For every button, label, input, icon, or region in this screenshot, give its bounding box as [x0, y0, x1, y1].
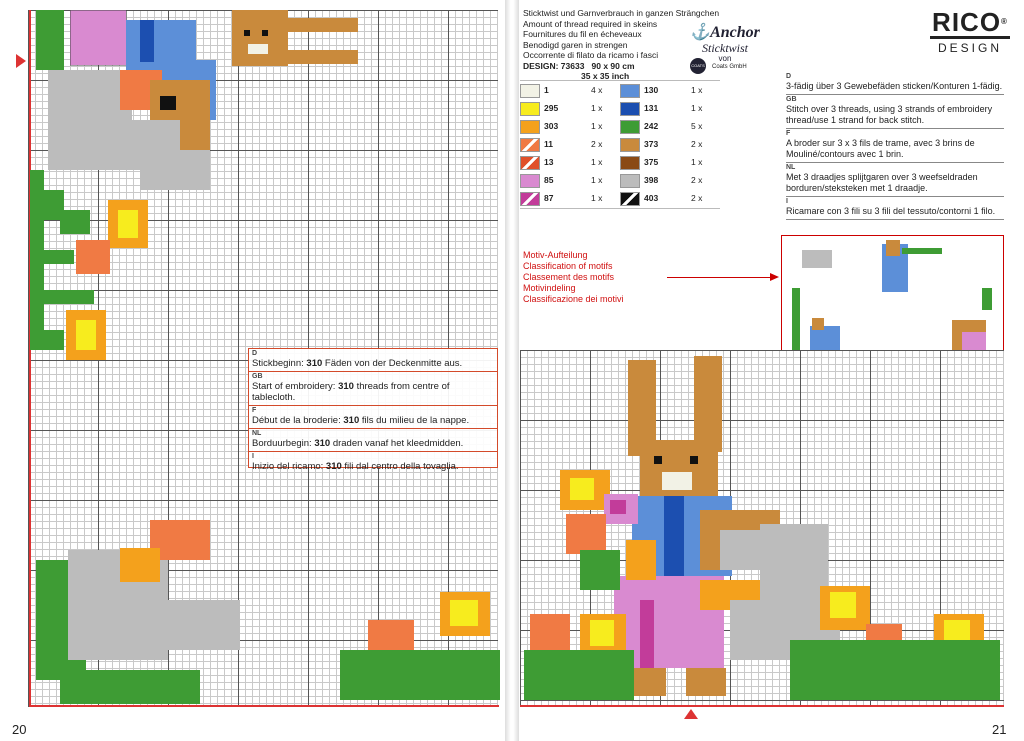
note-label: Borduurbegin:: [252, 438, 312, 449]
skein-count: 1 x: [591, 175, 603, 185]
lang-code: I: [252, 453, 254, 460]
skein-count: 2 x: [691, 175, 703, 185]
color-number: 242: [644, 121, 659, 131]
anchor-von: von: [718, 54, 732, 63]
instruction-text: A broder sur 3 x 3 fils de trame, avec 3 brins de Mouliné/contours avec 1 brin.: [786, 138, 975, 159]
skein-count: 1 x: [591, 121, 603, 131]
instruction-text: Stitch over 3 threads, using 3 strands of embroidery thread/use 1 strand for back stitch.: [786, 104, 993, 125]
color-number: 87: [544, 193, 554, 203]
skein-count: 4 x: [591, 85, 603, 95]
color-number: 13: [544, 157, 554, 167]
info-line: Amount of thread required in skeins: [523, 18, 658, 29]
skein-count: 5 x: [691, 121, 703, 131]
skein-count: 2 x: [591, 139, 603, 149]
skein-count: 1 x: [591, 103, 603, 113]
color-number: 373: [644, 139, 659, 149]
note-text: fils du milieu de la nappe.: [361, 415, 470, 426]
lang-code: F: [786, 130, 791, 137]
instruction-text: Ricamare con 3 fili su 3 fili del tessuto/contorni 1 filo.: [786, 206, 996, 216]
lang-code: GB: [786, 96, 797, 103]
size-cm: 90 x 90 cm: [591, 60, 635, 71]
motif-label-line: Classification of motifs: [523, 261, 613, 271]
note-value: 310: [338, 381, 354, 392]
note-label: Start of embroidery:: [252, 381, 336, 392]
note-text: fili dal centro della tovaglia.: [344, 461, 459, 472]
note-label: Début de la broderie:: [252, 415, 341, 426]
lang-code: D: [252, 350, 258, 357]
info-line: Fournitures du fil en écheveaux: [523, 29, 642, 39]
rico-line2: DESIGN: [937, 41, 1002, 55]
color-number: 375: [644, 157, 659, 167]
rico-line1: RICO: [932, 7, 1002, 37]
left-page-number: 20: [12, 722, 27, 737]
color-number: 398: [644, 175, 659, 185]
coats-logo-icon: COATS: [690, 58, 706, 74]
color-number: 295: [544, 103, 559, 113]
color-number: 303: [544, 121, 559, 131]
lang-code: I: [786, 198, 788, 205]
motif-label-line: Classificazione dei motivi: [523, 294, 624, 304]
instruction-text: Met 3 draadjes splijtgaren over 3 weefseldraden borduren/steksteken met 1 draadje.: [786, 172, 978, 193]
note-value: 310: [314, 438, 331, 449]
skein-count: 1 x: [691, 103, 703, 113]
info-line: Benodigd garen in strengen: [523, 39, 628, 50]
note-label: Stickbeginn:: [252, 358, 304, 369]
note-value: 310: [343, 415, 360, 426]
note-text: Fäden von der Deckenmitte aus.: [324, 358, 463, 369]
lang-code: NL: [252, 430, 262, 437]
size-inch: 35 x 35 inch: [581, 71, 630, 81]
info-line: Sticktwist und Garnverbrauch in ganzen Strängchen: [523, 8, 720, 18]
note-text: threads from centre of tablecloth.: [252, 381, 450, 403]
color-number: 131: [644, 103, 659, 113]
instruction-text: 3-fädig über 3 Gewebefäden sticken/Konturen 1-fädig.: [786, 81, 1003, 91]
rico-reg: ®: [1001, 17, 1008, 26]
skein-count: 1 x: [591, 193, 603, 203]
right-page-number: 21: [992, 722, 1007, 737]
skein-count: 1 x: [591, 157, 603, 167]
lang-code: F: [252, 407, 257, 414]
motif-label-line: Motivindeling: [523, 283, 576, 293]
color-number: 11: [544, 139, 553, 149]
note-value: 310: [325, 461, 342, 472]
skein-count: 2 x: [691, 193, 703, 203]
anchor-icon: ⚓: [690, 24, 711, 41]
note-label: Inizio del ricamo:: [252, 461, 324, 472]
color-number: 85: [544, 175, 554, 185]
anchor-brand: Anchor: [710, 24, 760, 41]
note-text: draden vanaf het kleedmidden.: [332, 438, 464, 449]
coats-gmbh: Coats GmbH: [712, 64, 747, 70]
anchor-sub: Sticktwist: [702, 41, 748, 55]
skein-count: 1 x: [691, 157, 703, 167]
lang-code: NL: [786, 164, 796, 171]
info-line: Occorrente di filato da ricamo i fasci: [523, 50, 659, 60]
motif-label-line: Classement des motifs: [523, 272, 615, 282]
motif-label-line: Motiv-Aufteilung: [523, 250, 588, 260]
color-number: 130: [644, 85, 659, 95]
color-number: 1: [544, 85, 549, 95]
lang-code: D: [786, 73, 792, 80]
lang-code: GB: [252, 373, 263, 380]
skein-count: 2 x: [691, 139, 703, 149]
note-value: 310: [306, 358, 323, 369]
color-number: 403: [644, 193, 659, 203]
skein-count: 1 x: [691, 85, 703, 95]
design-number: DESIGN: 73633: [523, 60, 585, 71]
